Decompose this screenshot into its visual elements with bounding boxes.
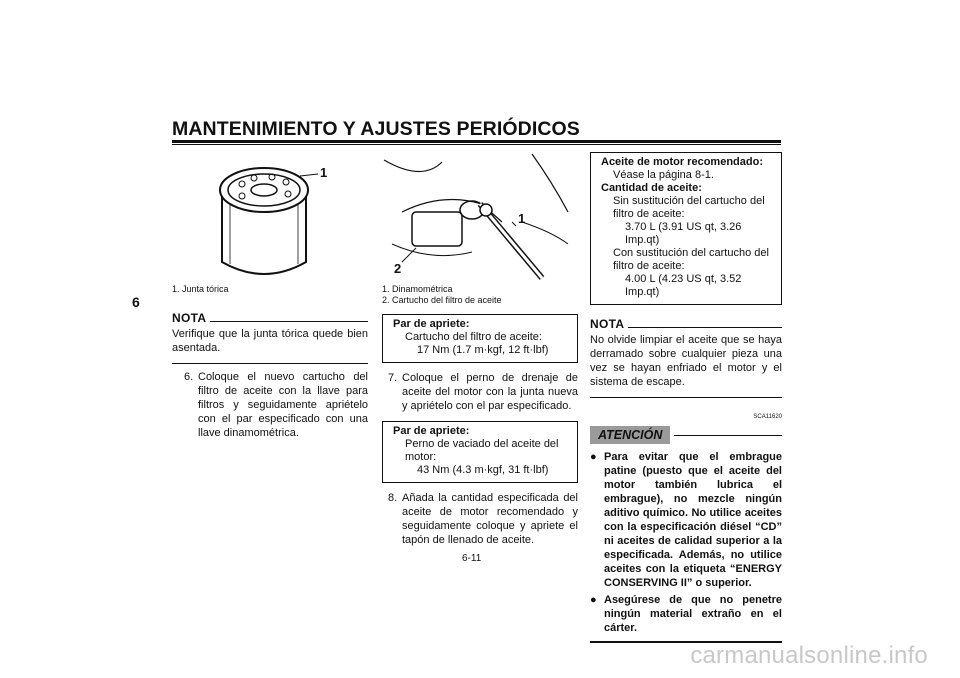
caution-item-1 — [590, 450, 782, 590]
oil-filter-illustration — [172, 152, 368, 282]
title-rule-thin — [172, 144, 781, 145]
figure-caption: 1. Junta tórica — [172, 284, 229, 294]
step-7-text: Coloque el perno de drenaje de aceite del motor con la junta nueva y apriételo con el par especificado. — [402, 372, 578, 412]
nota-end-rule — [172, 363, 368, 364]
torque-spec-item: Perno de vaciado del aceite del motor: — [405, 438, 559, 463]
oil-qty-without-filter-value: 3.70 L (3.91 US qt, 3.26 Imp.qt) — [625, 221, 742, 246]
nota-rule — [210, 321, 368, 322]
step-8-text: Añada la cantidad especificada del aceite de motor recomendado y seguidamente coloque y apriete el tapón de llenado de aceite. — [402, 492, 578, 546]
torque-spec-label: Par de apriete: — [393, 425, 470, 437]
nota-text: Verifique que la junta tórica quede bien asentada. — [172, 328, 368, 354]
torque-wrench-figure — [382, 152, 578, 282]
oil-qty-with-filter: Con sustitución del cartucho del filtro de aceite: — [613, 247, 769, 272]
oil-qty-label: Cantidad de aceite: — [601, 182, 702, 194]
page-title: MANTENIMIENTO Y AJUSTES PERIÓDICOS — [172, 118, 580, 140]
caution-code: SCA11620 — [753, 414, 782, 420]
torque-spec-value: 17 Nm (1.7 m·kgf, 12 ft·lbf) — [417, 344, 549, 356]
title-rule — [172, 140, 781, 143]
bullet-icon: ● — [590, 594, 597, 606]
oil-spec-box — [590, 152, 782, 305]
step-6-text: Coloque el nuevo cartucho del filtro de aceite con la llave para filtros y seguidamente apriételo con el par especificado con una llave dinamométrica. — [198, 371, 368, 439]
step-7-number: 7. — [388, 372, 398, 384]
nota-text: No olvide limpiar el aceite que se haya derramado sobre cualquier pieza una vez se hayan enfriado el motor y el sistema de escape. — [590, 334, 782, 388]
step-8-number: 8. — [388, 492, 398, 504]
figure-callout-2: 2 — [394, 261, 402, 276]
nota-label: NOTA — [590, 317, 625, 331]
chapter-number: 6 — [132, 294, 140, 310]
figure-callout-1: 1 — [518, 211, 526, 226]
caution-heading — [590, 426, 782, 444]
chapter-tab — [120, 290, 154, 346]
torque-wrench-illustration — [382, 152, 578, 282]
nota-end-rule — [590, 397, 782, 398]
oil-qty-with-filter-value: 4.00 L (4.23 US qt, 3.52 Imp.qt) — [625, 273, 742, 298]
figure-callout-1: 1 — [320, 165, 328, 180]
caution-label: ATENCIÓN — [590, 426, 670, 444]
torque-spec-label: Par de apriete: — [393, 318, 470, 330]
nota-heading — [590, 317, 782, 331]
oil-spec-ref: Véase la página 8-1. — [613, 169, 714, 181]
page-number: 6-11 — [462, 553, 482, 564]
torque-spec-box-1 — [382, 314, 578, 363]
nota-label: NOTA — [172, 311, 207, 325]
torque-spec-box-2 — [382, 421, 578, 483]
caution-item-2 — [590, 593, 782, 635]
column-1 — [172, 152, 368, 440]
torque-spec-item: Cartucho del filtro de aceite: — [405, 331, 542, 343]
nota-rule — [628, 327, 782, 328]
step-8 — [382, 491, 578, 547]
step-6-number: 6. — [184, 371, 194, 383]
oil-spec-label: Aceite de motor recomendado: — [601, 156, 763, 168]
oil-filter-figure — [172, 152, 368, 282]
column-2 — [382, 152, 578, 547]
figure-caption-2: 2. Cartucho del filtro de aceite — [382, 295, 502, 305]
step-6 — [172, 370, 368, 440]
oil-qty-without-filter: Sin sustitución del cartucho del filtro de aceite: — [613, 195, 765, 220]
column-3 — [590, 152, 782, 643]
caution-item-2-text: Asegúrese de que no penetre ningún material extraño en el cárter. — [604, 594, 782, 634]
caution-rule — [674, 435, 782, 436]
step-7 — [382, 371, 578, 413]
watermark: carmanualsonline.info — [690, 642, 928, 669]
figure-caption-1: 1. Dinamométrica — [382, 284, 453, 294]
bullet-icon: ● — [590, 451, 597, 463]
torque-spec-value: 43 Nm (4.3 m·kgf, 31 ft·lbf) — [417, 464, 549, 476]
caution-item-1-text: Para evitar que el embrague patine (puesto que el aceite del motor también lubrica el embrague), no mezcle ningún aditivo químico. No utilice aceites con la especificación diésel “CD” ni aceites de calidad superior a la especificada. Además, no utilice aceites con la etiqueta “ENERGY CONSERVING II” o superior. — [604, 451, 782, 589]
nota-heading — [172, 311, 368, 325]
